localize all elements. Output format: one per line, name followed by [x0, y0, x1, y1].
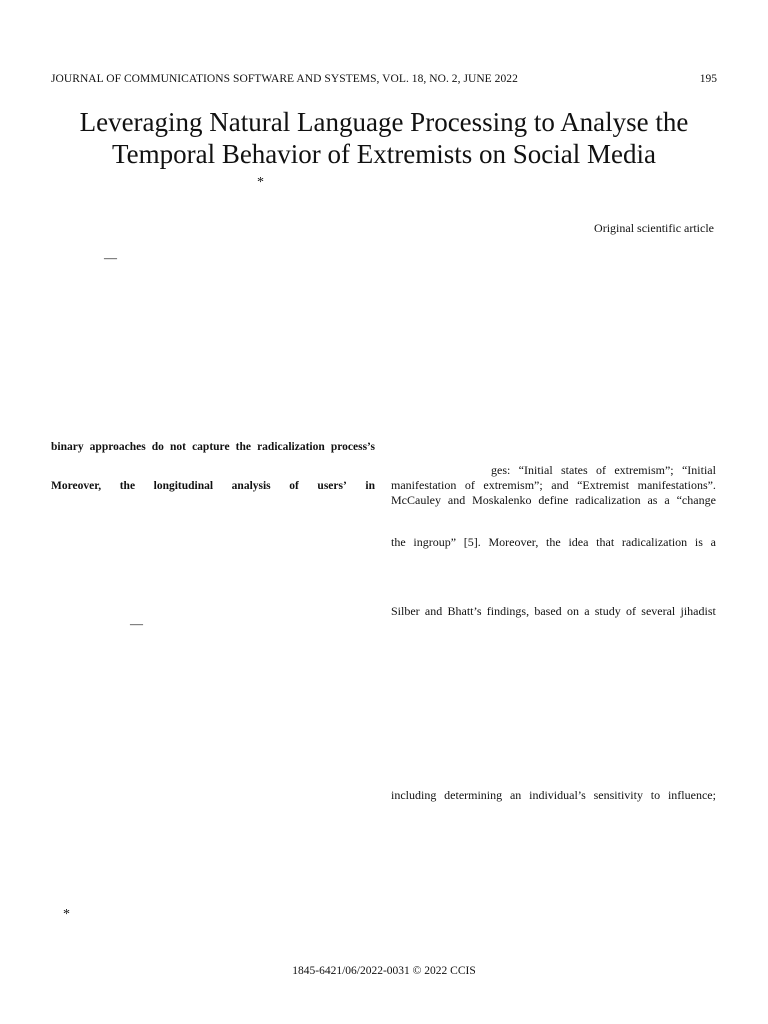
abstract-line [51, 441, 375, 453]
word: and [447, 493, 466, 507]
word: [5]. [463, 535, 481, 549]
word: “Initial [518, 463, 553, 477]
body-text-line [391, 463, 716, 478]
word: idea [568, 535, 589, 549]
word: define [538, 493, 569, 507]
word: do [151, 441, 164, 453]
author-footnote-mark: * [257, 175, 264, 190]
word: determining [444, 788, 503, 802]
running-header: JOURNAL OF COMMUNICATIONS SOFTWARE AND SYSTEMS, VOL. 18, NO. 2, JUNE 2022 [51, 73, 518, 85]
word: a [664, 493, 670, 507]
word: Bhatt’s [447, 604, 482, 618]
paper-title-line-1: Leveraging Natural Language Processing to Analyse the [79, 107, 689, 137]
word: Silber [391, 604, 420, 618]
word: to [650, 788, 661, 802]
word: of [626, 604, 637, 618]
word: states [560, 463, 588, 477]
body-text-line [391, 493, 716, 508]
word: study [594, 604, 621, 618]
body-text-line [391, 788, 716, 803]
word: capture [192, 441, 230, 453]
word: McCauley [391, 493, 441, 507]
article-type-label: Original scientific article [594, 221, 714, 235]
page-footer: 1845-6421/06/2022-0031 © 2022 CCIS [292, 965, 476, 977]
word: extremism”; [614, 463, 674, 477]
word: several [641, 604, 676, 618]
word: extremism”; [483, 478, 543, 492]
word: the [235, 441, 251, 453]
footnote-mark: * [63, 907, 70, 922]
word: of [595, 463, 606, 477]
word: and [551, 478, 569, 492]
word: Moreover, [488, 535, 539, 549]
word: jihadist [680, 604, 716, 618]
word: manifestation [391, 478, 457, 492]
body-text-line [391, 535, 716, 550]
word: users’ [317, 480, 347, 492]
page-number: 195 [699, 73, 717, 85]
word: analysis [231, 480, 271, 492]
word: that [596, 535, 615, 549]
abstract-line [51, 480, 375, 492]
word: manifestations”. [637, 478, 716, 492]
word: influence; [667, 788, 716, 802]
word: and [424, 604, 443, 618]
body-text-line [391, 478, 716, 493]
word: a [710, 535, 716, 549]
word: including [391, 788, 437, 802]
body-paragraph [391, 463, 716, 508]
word: based [534, 604, 562, 618]
word: not [170, 441, 186, 453]
word: individual’s [529, 788, 586, 802]
word: sensitivity [593, 788, 643, 802]
word: “Initial [681, 463, 716, 477]
word: binary [51, 441, 84, 453]
word: on [566, 604, 579, 618]
word: the [119, 480, 136, 492]
word: Moreover, [51, 480, 102, 492]
word: findings, [486, 604, 530, 618]
word: the [546, 535, 561, 549]
word: of [289, 480, 299, 492]
word: radicalization [621, 535, 688, 549]
body-text-line [391, 604, 716, 619]
word: as [647, 493, 658, 507]
word: is [694, 535, 703, 549]
word: longitudinal [153, 480, 214, 492]
word: ges: [491, 463, 511, 477]
word: of [464, 478, 475, 492]
dash-mark: — [104, 250, 117, 265]
word: approaches [89, 441, 146, 453]
paper-title-line-2: Temporal Behavior of Extremists on Social Media [112, 139, 656, 169]
word: “change [676, 493, 716, 507]
word: radicalization [257, 441, 325, 453]
word: a [584, 604, 590, 618]
dash-mark: — [130, 616, 143, 631]
word: the [391, 535, 406, 549]
word: process’s [330, 441, 375, 453]
word: “Extremist [577, 478, 630, 492]
paper-title [0, 106, 768, 170]
word: an [509, 788, 522, 802]
word: in [365, 480, 375, 492]
word: radicalization [575, 493, 641, 507]
word: Moskalenko [472, 493, 532, 507]
word: ingroup” [413, 535, 457, 549]
